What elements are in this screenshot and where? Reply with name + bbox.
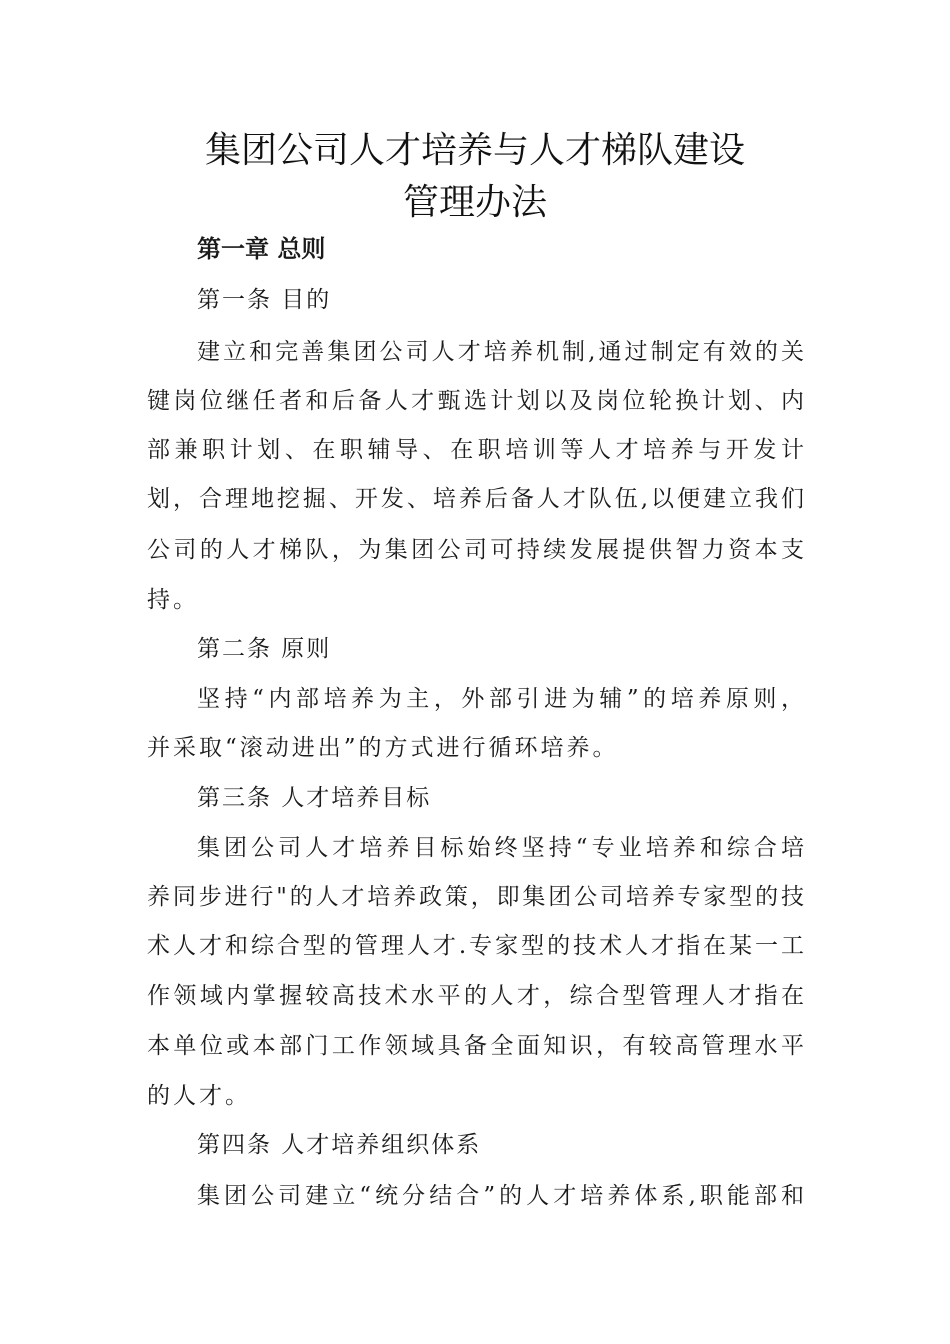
chapter-heading: 第一章 总则 — [197, 235, 326, 263]
article-3-line: 术人才和综合型的管理人才.专家型的技术人才指在某一工 — [147, 933, 804, 959]
article-1-line: 公司的人才梯队，为集团公司可持续发展提供智力资本支 — [147, 537, 804, 563]
document-title-line-2: 管理办法 — [402, 182, 547, 223]
article-1-line: 键岗位继任者和后备人才甄选计划以及岗位轮换计划、内 — [147, 388, 804, 414]
article-3-line: 集团公司人才培养目标始终坚持“专业培养和综合培 — [197, 835, 804, 861]
article-1-line: 持。 — [147, 587, 199, 613]
article-3-line: 的人才。 — [147, 1083, 251, 1109]
article-3-line: 作领域内掌握较高技术水平的人才，综合型管理人才指在 — [147, 983, 804, 1009]
article-3-heading: 第三条 人才培养目标 — [197, 785, 432, 811]
article-2-line: 并采取“滚动进出”的方式进行循环培养。 — [147, 735, 619, 761]
article-2-heading: 第二条 原则 — [197, 636, 332, 662]
article-2-line: 坚持“内部培养为主，外部引进为辅”的培养原则， — [197, 686, 804, 712]
document-title-line-1: 集团公司人才培养与人才梯队建设 — [204, 130, 745, 171]
article-4-line: 集团公司建立“统分结合”的人才培养体系,职能部和 — [197, 1183, 804, 1209]
article-3-line: 本单位或本部门工作领域具备全面知识，有较高管理水平 — [147, 1033, 804, 1059]
article-1-heading: 第一条 目的 — [197, 287, 332, 313]
article-3-line: 养同步进行"的人才培养政策，即集团公司培养专家型的技 — [147, 884, 804, 910]
article-4-heading: 第四条 人才培养组织体系 — [197, 1132, 482, 1158]
article-1-line: 部兼职计划、在职辅导、在职培训等人才培养与开发计 — [147, 437, 804, 463]
article-1-line: 划，合理地挖掘、开发、培养后备人才队伍,以便建立我们 — [147, 486, 804, 512]
article-1-line: 建立和完善集团公司人才培养机制,通过制定有效的关 — [197, 339, 804, 365]
